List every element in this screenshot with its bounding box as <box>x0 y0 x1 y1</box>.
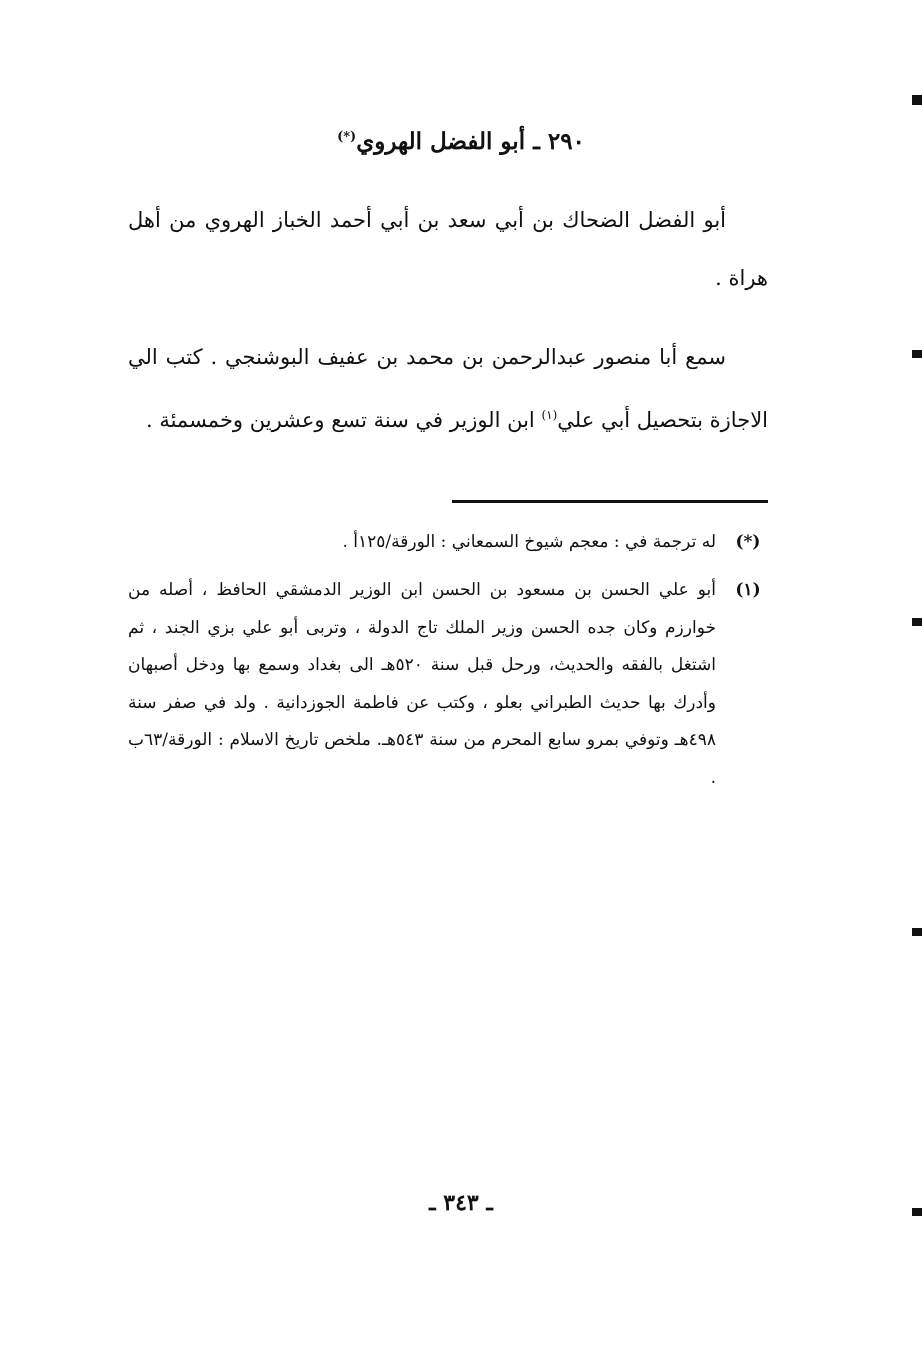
paragraph-2-text-before: سمع أبا منصور عبدالرحمن بن محمد بن عفيف البوشنجي . كتب الي الاجازة بتحصيل أبي علي <box>128 345 768 432</box>
footnote-ref-1: (١) <box>541 408 558 422</box>
scan-edge-mark <box>912 95 922 105</box>
scan-edge-mark <box>912 1208 922 1216</box>
footnote-star <box>128 524 768 562</box>
entry-title-note: (*) <box>337 129 357 145</box>
entry-title <box>0 128 922 155</box>
footnote-separator <box>452 500 768 503</box>
footnote-1-text: أبو علي الحسن بن مسعود بن الحسن ابن الوزير الدمشقي الحافظ ، أصله من خوارزم وكان جده الحسن وزير الملك تاج الدولة ، وتربى أبو علي بزي الجند ، ثم اشتغل بالفقه والحديث، ورحل قبل سنة ٥٢٠هـ الى بغداد وسمع بها ودخل أصبهان وأدرك بها حديث الطبراني بعلو ، وكتب عن فاطمة الجوزدانية . ولد في صفر سنة ٤٩٨هـ وتوفي بمرو سابع المحرم من سنة ٥٤٣هـ. ملخص تاريخ الاسلام : الورقة/٦٣ب . <box>128 580 716 788</box>
scan-edge-mark <box>912 928 922 936</box>
footnote-star-marker: (*) <box>735 532 761 552</box>
page-number: ـ ٣٤٣ ـ <box>429 1190 493 1216</box>
footnote-1-marker: (١) <box>735 580 761 600</box>
paragraph-1-text: أبو الفضل الضحاك بن أبي سعد بن أبي أحمد الخباز الهروي من أهل هراة . <box>128 208 768 290</box>
paragraph-2 <box>128 328 768 449</box>
scan-edge-mark <box>912 618 922 626</box>
paragraph-2-text-after: ابن الوزير في سنة تسع وعشرين وخمسمئة . <box>145 408 535 432</box>
footnote-1 <box>128 572 768 797</box>
scan-edge-mark <box>912 350 922 358</box>
footnote-star-text: له ترجمة في : معجم شيوخ السمعاني : الورقة/١٢٥أ . <box>342 532 716 552</box>
entry-title-text: ٢٩٠ ـ أبو الفضل الهروي <box>356 128 585 155</box>
paragraph-1 <box>128 191 768 307</box>
